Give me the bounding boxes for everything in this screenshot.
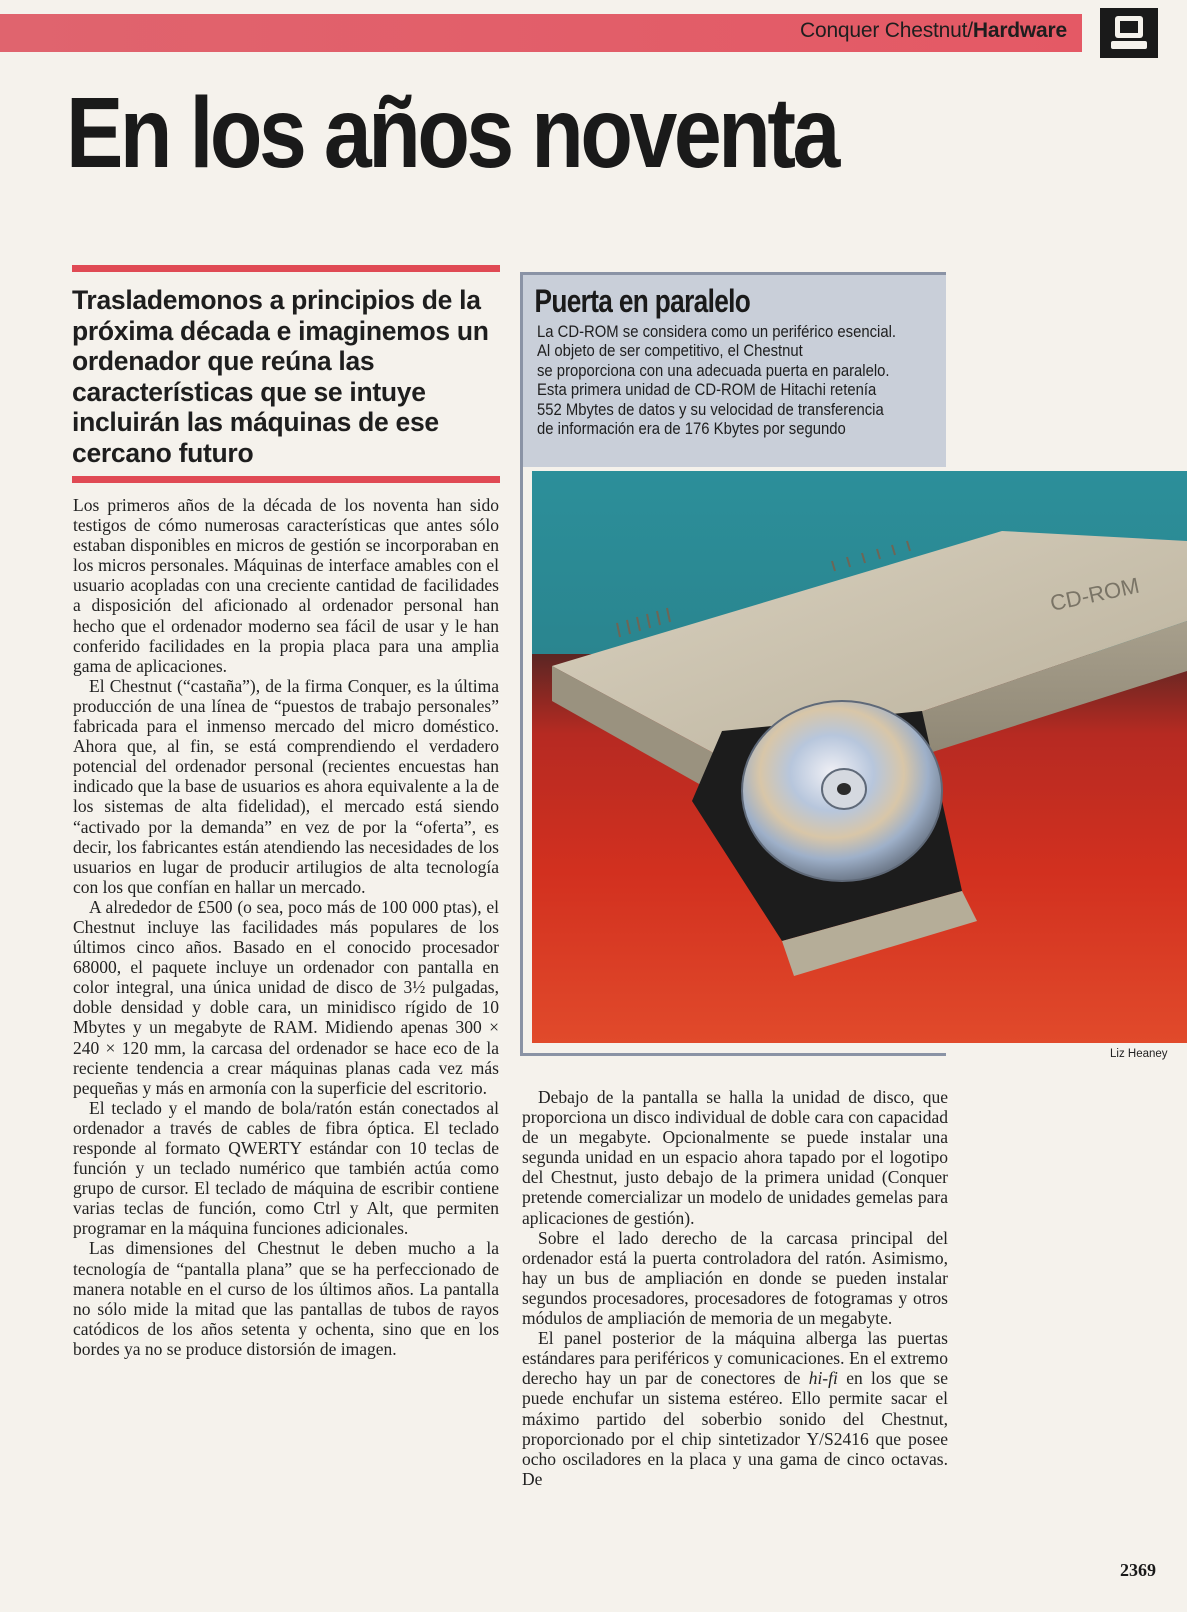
cd-rom-photo <box>532 471 1187 1043</box>
sidebar-title: Puerta en paralelo <box>534 283 751 319</box>
paragraph: Las dimensiones del Chestnut le deben mucho a la tecnología de “pantalla plana” que se ha perfeccionado de manera notable en el curso de los últimos años. La pantalla no sólo mide la mitad que las pantallas de tubos de rayos catódicos de los años setenta y ochenta, sino que en los bordes ya no se produce distorsión de imagen. <box>73 1238 499 1359</box>
subtitle-bottom-rule <box>72 476 500 483</box>
sidebar-line: 552 Mbytes de datos y su velocidad de transferencia <box>537 400 884 419</box>
paragraph: A alrededor de £500 (o sea, poco más de 100 000 ptas), el Chestnut incluye las facilidades más populares de los últimos cinco años. Basado en el conocido procesador 68000, el paquete incluye un ordenador con pantalla en color integral, una única unidad de disco de 3½ pulgadas, doble densidad y doble cara, un minidisco rígido de 10 Mbytes y un megabyte de RAM. Midiendo apenas 300 × 240 × 120 mm, la carcasa del ordenador se hace eco de la reciente tendencia a crear máquinas planas cada vez más pequeñas y más en armonía con la superficie del escritorio. <box>73 896 499 1098</box>
paragraph: El Chestnut (“castaña”), de la firma Conquer, es la última producción de una línea de “puestos de trabajo personales” fabricada para el inmenso mercado del micro doméstico. Ahora que, al fin, se está comprendiendo el verdadero potencial del ordenador personal (recientes encuestas han indicado que la base de usuarios es ahora equivalente a la de los sistemas de alta fidelidad), el mercado está siendo “activado por la demanda” en vez de por la “oferta”, es decir, los fabricantes están atendiendo las necesidades de los usuarios en lugar de producir artilugios de alta tecnología con los que confían en hallar un mercado. <box>73 675 499 897</box>
article-subtitle: Traslademonos a principios de la próxima década e imaginemos un ordenador que reúna las características que se intuye incluirán las máquinas de ese cercano futuro <box>72 285 489 468</box>
sidebar-line: Esta primera unidad de CD-ROM de Hitachi retenía <box>537 381 877 400</box>
subtitle-top-rule <box>72 265 500 272</box>
article-title: En los años noventa <box>66 77 837 189</box>
sidebar-line: La CD-ROM se considera como un periférico esencial. <box>537 323 897 341</box>
sidebar-line: de información era de 176 Kbytes por segundo <box>537 420 846 439</box>
text-run: El panel posterior de la máquina alberga las puertas estándares para periféricos y comunicaciones. En el extremo derecho hay un par de conectores de <box>522 1328 948 1389</box>
page-number: 2369 <box>1120 1560 1156 1580</box>
sidebar-line: se proporciona con una adecuada puerta en paralelo. <box>537 361 890 380</box>
device-label: CD-ROM <box>1047 572 1142 616</box>
section-prefix: Conquer Chestnut/ <box>800 19 973 42</box>
paragraph: Debajo de la pantalla se halla la unidad de disco, que proporciona un disco individual de doble cara con capacidad de un megabyte. Opcionalmente se puede instalar una segunda unidad en un espacio ahora tapado por el logotipo del Chestnut, justo debajo de la primera unidad (Conquer pretende comercializar un modelo de unidades gemelas para aplicaciones de gestión). <box>522 1087 948 1228</box>
text-run: en los que se puede enchufar un sistema estéreo. Ello permite sacar el máximo partido del soberbio sonido del Chestnut, proporcionado por el chip sintetizador Y/S2416 que posee ocho osciladores en la placa y una gama de cinco octavas. De <box>522 1368 948 1489</box>
sidebar-line: Al objeto de ser competitivo, el Chestnut <box>537 342 803 361</box>
paragraph <box>522 1328 948 1489</box>
left-column <box>73 495 499 1359</box>
right-column <box>522 1087 948 1489</box>
paragraph: Sobre el lado derecho de la carcasa principal del ordenador está la puerta controladora del ratón. Asimismo, hay un bus de ampliación en donde se pueden instalar segundos procesadores, procesadores de fotogramas y otros módulos de ampliación de memoria de un megabyte. <box>522 1227 948 1329</box>
computer-icon <box>1100 8 1158 58</box>
paragraph: El teclado y el mando de bola/ratón están conectados al ordenador a través de cables de fibra óptica. El teclado responde al formato QWERTY estándar con 10 teclas de función y un teclado numérico que también actúa como grupo de cursor. El teclado de máquina de escribir contiene varias teclas de función, como Ctrl y Alt, que permiten programar en la máquina funciones adicionales. <box>73 1097 499 1239</box>
sidebar-box <box>520 272 946 467</box>
photo-credit: Liz Heaney <box>1110 1048 1168 1060</box>
section-name: Hardware <box>972 19 1067 42</box>
section-header <box>800 19 1067 43</box>
italic-term: hi-fi <box>808 1368 838 1389</box>
paragraph: Los primeros años de la década de los noventa han sido testigos de cómo numerosas características que antes sólo estaban disponibles en micros de gestión se incorporaban en los micros personales. Máquinas de interface amables con el usuario acopladas con una creciente cantidad de facilidades a disposición del aficionado al ordenador personal han hecho que el ordenador moderno sea fácil de usar y le han conferido facilidades en la propia placa para una amplia gama de aplicaciones. <box>73 495 499 676</box>
sidebar-text <box>523 321 946 439</box>
